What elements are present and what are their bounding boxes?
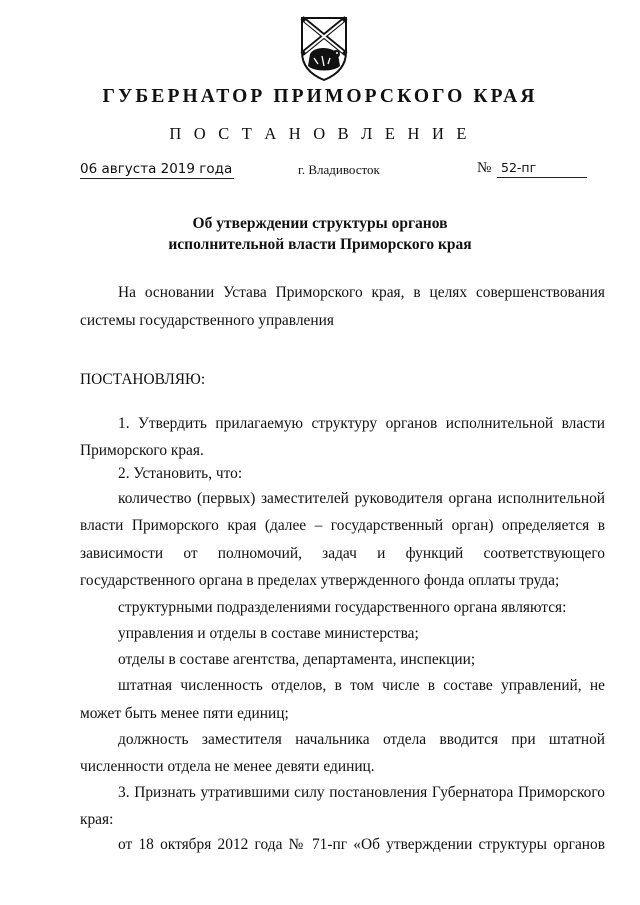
decree-title <box>0 213 640 255</box>
item-2a-line-3: зависимости от полномочий, задач и функций соответствующего <box>80 545 605 562</box>
item-3-line-1: 3. Признать утратившими силу постановления Губернатора Приморского <box>118 784 605 801</box>
number-sign: № <box>477 160 492 176</box>
item-2f-line-1: должность заместителя начальника отдела вводится при штатной <box>118 731 605 748</box>
item-2a-line-1: количество (первых) заместителей руководителя органа исполнительной <box>118 490 605 507</box>
intro-line-2: системы государственного управления <box>80 312 334 329</box>
item-2a-line-4: государственного органа в пределах утвержденного фонда оплаты труда; <box>80 572 560 589</box>
item-2: 2. Установить, что: <box>118 465 243 482</box>
coat-of-arms-icon <box>298 14 350 82</box>
document-type-heading: П О С Т А Н О В Л Е Н И Е <box>169 124 471 143</box>
item-3a-line-1: от 18 октября 2012 года № 71-пг «Об утверждении структуры органов <box>118 836 605 853</box>
intro-line-1: На основании Устава Приморского края, в целях совершенствования <box>118 284 605 301</box>
item-2e-line-2: может быть менее пяти единиц; <box>80 705 289 722</box>
decree-city: г. Владивосток <box>298 162 380 177</box>
title-line-2: исполнительной власти Приморского края <box>168 236 472 253</box>
item-2a-line-2: власти Приморского края (далее – государственный орган) определяется в <box>80 517 605 534</box>
issuer-heading: ГУБЕРНАТОР ПРИМОРСКОГО КРАЯ <box>102 86 538 107</box>
item-2d: отделы в составе агентства, департамента, инспекции; <box>118 651 476 668</box>
item-2b: структурными подразделениями государственного органа являются: <box>118 599 567 616</box>
item-1-line-1: 1. Утвердить прилагаемую структуру органов исполнительной власти <box>118 415 605 432</box>
item-1-line-2: Приморского края. <box>80 442 204 459</box>
item-2f-line-2: численности отдела не менее девяти единиц. <box>80 758 375 775</box>
decree-number: 52-пг <box>497 159 587 178</box>
item-2c: управления и отделы в составе министерства; <box>118 625 419 642</box>
title-line-1: Об утверждении структуры органов <box>192 215 448 232</box>
decree-date: 06 августа 2019 года <box>80 161 233 177</box>
item-3-line-2: края: <box>80 811 114 828</box>
item-2e-line-1: штатная численность отделов, в том числе в составе управлений, не <box>118 677 605 694</box>
resolve-heading: ПОСТАНОВЛЯЮ: <box>80 371 206 388</box>
